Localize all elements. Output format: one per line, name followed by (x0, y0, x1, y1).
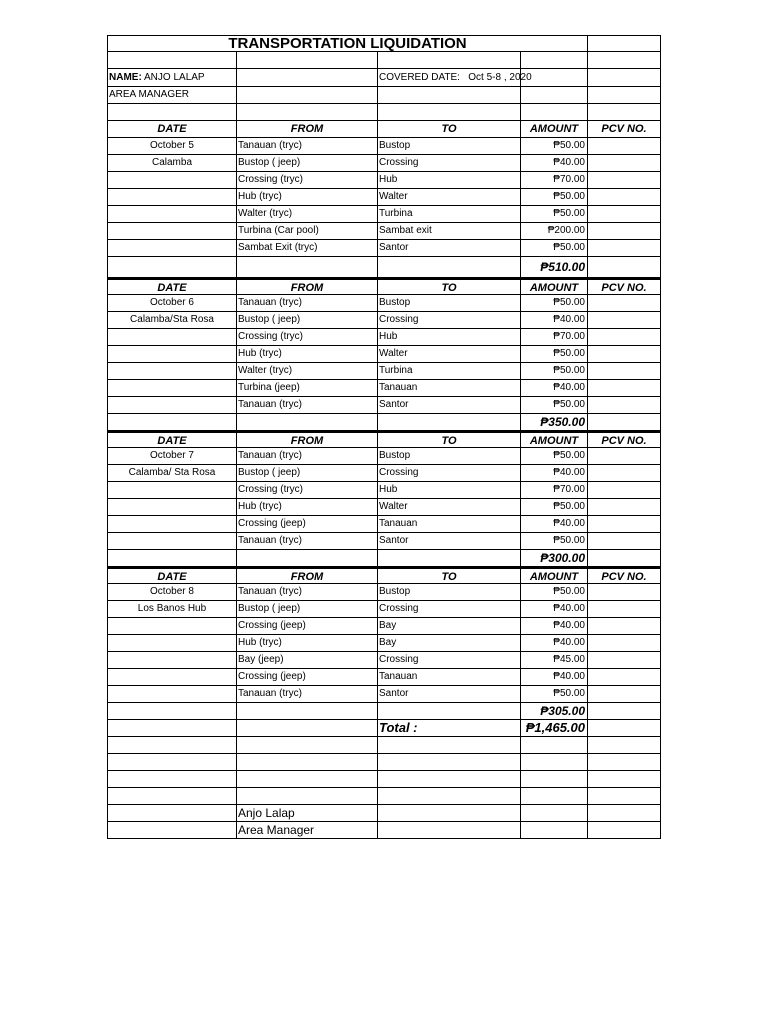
from-cell: Bustop ( jeep) (237, 465, 378, 482)
empty-cell (237, 257, 378, 278)
amount-cell: ₱70.00 (521, 172, 588, 189)
table-row (107, 533, 661, 550)
liquidation-sheet (107, 35, 661, 839)
date-cell: October 7 (107, 448, 237, 465)
from-cell: Tanauan (tryc) (237, 533, 378, 550)
total-amount: ₱1,465.00 (521, 720, 588, 737)
pcv-cell (588, 482, 661, 499)
to-cell: Crossing (378, 601, 521, 618)
date-cell (107, 189, 237, 206)
pcv-cell (588, 155, 661, 172)
to-cell: Tanauan (378, 516, 521, 533)
amount-cell: ₱40.00 (521, 380, 588, 397)
header-from: FROM (237, 567, 378, 584)
covered-date-cell (378, 69, 532, 87)
amount-cell: ₱50.00 (521, 397, 588, 414)
name-label: NAME: (109, 72, 142, 83)
covered-date-label: COVERED DATE: (379, 72, 460, 83)
header-date: DATE (107, 567, 237, 584)
table-row (107, 669, 661, 686)
amount-cell: ₱50.00 (521, 189, 588, 206)
pcv-cell (588, 172, 661, 189)
amount-cell: ₱40.00 (521, 465, 588, 482)
empty-cell (588, 703, 661, 720)
table-row (107, 584, 661, 601)
date-cell (107, 380, 237, 397)
table-row (107, 448, 661, 465)
empty-cell (378, 257, 521, 278)
empty-cell (378, 550, 521, 567)
blank-row (107, 52, 661, 69)
to-cell: Santor (378, 397, 521, 414)
from-cell: Tanauan (tryc) (237, 448, 378, 465)
header-amount: AMOUNT (521, 121, 588, 138)
table-row (107, 189, 661, 206)
table-row (107, 618, 661, 635)
pcv-cell (588, 138, 661, 155)
pcv-cell (588, 499, 661, 516)
pcv-cell (588, 346, 661, 363)
signature-title-row (107, 822, 661, 839)
table-row (107, 138, 661, 155)
blank-row (107, 788, 661, 805)
date-cell: Calamba/ Sta Rosa (107, 465, 237, 482)
to-cell: Turbina (378, 206, 521, 223)
amount-cell: ₱40.00 (521, 601, 588, 618)
from-cell: Hub (tryc) (237, 635, 378, 652)
pcv-cell (588, 240, 661, 257)
empty-cell (588, 257, 661, 278)
to-cell: Sambat exit (378, 223, 521, 240)
header-to: TO (378, 567, 521, 584)
to-cell: Bay (378, 635, 521, 652)
trip-sections (107, 121, 661, 720)
header-pcv: PCV NO. (588, 567, 661, 584)
date-cell (107, 482, 237, 499)
amount-cell: ₱50.00 (521, 240, 588, 257)
amount-cell: ₱200.00 (521, 223, 588, 240)
pcv-cell (588, 380, 661, 397)
blank-row (107, 104, 661, 121)
title-row (107, 35, 661, 52)
date-cell (107, 669, 237, 686)
total-label: Total : (378, 720, 521, 737)
amount-cell: ₱40.00 (521, 618, 588, 635)
empty-cell (107, 703, 237, 720)
column-header-row (107, 121, 661, 138)
amount-cell: ₱50.00 (521, 533, 588, 550)
amount-cell: ₱50.00 (521, 363, 588, 380)
subtotal-row (107, 257, 661, 278)
pcv-cell (588, 516, 661, 533)
date-cell: October 5 (107, 138, 237, 155)
from-cell: Bay (jeep) (237, 652, 378, 669)
pcv-cell (588, 533, 661, 550)
page-title: TRANSPORTATION LIQUIDATION (107, 35, 588, 52)
header-from: FROM (237, 121, 378, 138)
pcv-cell (588, 312, 661, 329)
covered-date-value: Oct 5-8 , 2020 (468, 72, 532, 83)
table-row (107, 240, 661, 257)
from-cell: Crossing (jeep) (237, 618, 378, 635)
date-cell: October 8 (107, 584, 237, 601)
amount-cell: ₱50.00 (521, 499, 588, 516)
pcv-cell (588, 652, 661, 669)
pcv-cell (588, 363, 661, 380)
date-cell (107, 346, 237, 363)
table-row (107, 295, 661, 312)
to-cell: Hub (378, 172, 521, 189)
date-cell (107, 516, 237, 533)
to-cell: Santor (378, 240, 521, 257)
pcv-cell (588, 686, 661, 703)
to-cell: Walter (378, 499, 521, 516)
amount-cell: ₱50.00 (521, 584, 588, 601)
amount-cell: ₱40.00 (521, 155, 588, 172)
table-row (107, 155, 661, 172)
table-row (107, 206, 661, 223)
to-cell: Santor (378, 686, 521, 703)
from-cell: Turbina (Car pool) (237, 223, 378, 240)
header-to: TO (378, 278, 521, 295)
header-to: TO (378, 431, 521, 448)
table-row (107, 346, 661, 363)
pcv-cell (588, 329, 661, 346)
to-cell: Bustop (378, 584, 521, 601)
subtotal-amount: ₱350.00 (521, 414, 588, 431)
date-cell (107, 618, 237, 635)
from-cell: Tanauan (tryc) (237, 397, 378, 414)
empty-cell (107, 414, 237, 431)
pcv-cell (588, 635, 661, 652)
name-cell (107, 69, 237, 87)
from-cell: Hub (tryc) (237, 189, 378, 206)
from-cell: Bustop ( jeep) (237, 155, 378, 172)
pcv-cell (588, 448, 661, 465)
header-date: DATE (107, 121, 237, 138)
header-pcv: PCV NO. (588, 121, 661, 138)
table-row (107, 499, 661, 516)
header-from: FROM (237, 278, 378, 295)
pcv-cell (588, 618, 661, 635)
pcv-cell (588, 601, 661, 618)
to-cell: Turbina (378, 363, 521, 380)
date-cell: Los Banos Hub (107, 601, 237, 618)
date-cell (107, 329, 237, 346)
header-amount: AMOUNT (521, 567, 588, 584)
signature-title: Area Manager (237, 822, 378, 839)
empty-cell (107, 550, 237, 567)
table-row (107, 652, 661, 669)
amount-cell: ₱40.00 (521, 635, 588, 652)
to-cell: Crossing (378, 155, 521, 172)
amount-cell: ₱50.00 (521, 448, 588, 465)
to-cell: Crossing (378, 465, 521, 482)
amount-cell: ₱50.00 (521, 206, 588, 223)
table-row (107, 601, 661, 618)
subtotal-amount: ₱510.00 (521, 257, 588, 278)
amount-cell: ₱50.00 (521, 346, 588, 363)
to-cell: Hub (378, 329, 521, 346)
empty-cell (237, 703, 378, 720)
from-cell: Tanauan (tryc) (237, 686, 378, 703)
from-cell: Hub (tryc) (237, 346, 378, 363)
date-cell (107, 172, 237, 189)
table-row (107, 363, 661, 380)
column-header-row (107, 278, 661, 295)
table-row (107, 380, 661, 397)
subtotal-row (107, 414, 661, 431)
pcv-cell (588, 669, 661, 686)
header-to: TO (378, 121, 521, 138)
header-date: DATE (107, 278, 237, 295)
header-pcv: PCV NO. (588, 431, 661, 448)
table-row (107, 516, 661, 533)
date-cell (107, 686, 237, 703)
amount-cell: ₱50.00 (521, 138, 588, 155)
to-cell: Walter (378, 346, 521, 363)
date-cell (107, 223, 237, 240)
from-cell: Tanauan (tryc) (237, 295, 378, 312)
amount-cell: ₱50.00 (521, 295, 588, 312)
empty-cell (378, 414, 521, 431)
from-cell: Bustop ( jeep) (237, 601, 378, 618)
total-row (107, 720, 661, 737)
table-row (107, 397, 661, 414)
table-row (107, 482, 661, 499)
subtotal-row (107, 550, 661, 567)
empty-cell (588, 414, 661, 431)
date-cell: Calamba (107, 155, 237, 172)
pcv-cell (588, 206, 661, 223)
header-amount: AMOUNT (521, 431, 588, 448)
date-cell: October 6 (107, 295, 237, 312)
date-cell (107, 397, 237, 414)
table-row (107, 172, 661, 189)
date-cell (107, 499, 237, 516)
from-cell: Crossing (tryc) (237, 482, 378, 499)
subtotal-row (107, 703, 661, 720)
from-cell: Sambat Exit (tryc) (237, 240, 378, 257)
to-cell: Bustop (378, 448, 521, 465)
pcv-cell (588, 397, 661, 414)
header-pcv: PCV NO. (588, 278, 661, 295)
header-from: FROM (237, 431, 378, 448)
empty-cell (107, 257, 237, 278)
amount-cell: ₱50.00 (521, 686, 588, 703)
date-cell (107, 363, 237, 380)
amount-cell: ₱40.00 (521, 669, 588, 686)
amount-cell: ₱40.00 (521, 312, 588, 329)
table-row (107, 223, 661, 240)
blank-row (107, 737, 661, 754)
signature-name-row (107, 805, 661, 822)
empty-cell (237, 550, 378, 567)
subtotal-amount: ₱305.00 (521, 703, 588, 720)
column-header-row (107, 567, 661, 584)
from-cell: Turbina (jeep) (237, 380, 378, 397)
empty-cell (588, 550, 661, 567)
signature-name: Anjo Lalap (237, 805, 378, 822)
pcv-cell (588, 295, 661, 312)
amount-cell: ₱70.00 (521, 329, 588, 346)
table-row (107, 686, 661, 703)
to-cell: Crossing (378, 312, 521, 329)
employee-position: AREA MANAGER (107, 87, 237, 104)
pcv-cell (588, 465, 661, 482)
from-cell: Crossing (tryc) (237, 172, 378, 189)
employee-name: ANJO LALAP (144, 72, 205, 83)
to-cell: Bustop (378, 138, 521, 155)
empty-cell (378, 703, 521, 720)
from-cell: Tanauan (tryc) (237, 584, 378, 601)
subtotal-amount: ₱300.00 (521, 550, 588, 567)
blank-row (107, 771, 661, 788)
from-cell: Crossing (tryc) (237, 329, 378, 346)
to-cell: Crossing (378, 652, 521, 669)
table-row (107, 329, 661, 346)
to-cell: Hub (378, 482, 521, 499)
date-cell (107, 240, 237, 257)
pcv-cell (588, 223, 661, 240)
name-row (107, 69, 661, 87)
table-row (107, 312, 661, 329)
from-cell: Tanauan (tryc) (237, 138, 378, 155)
header-date: DATE (107, 431, 237, 448)
to-cell: Santor (378, 533, 521, 550)
table-row (107, 635, 661, 652)
to-cell: Bustop (378, 295, 521, 312)
date-cell (107, 533, 237, 550)
to-cell: Tanauan (378, 669, 521, 686)
header-amount: AMOUNT (521, 278, 588, 295)
date-cell (107, 635, 237, 652)
from-cell: Walter (tryc) (237, 363, 378, 380)
amount-cell: ₱40.00 (521, 516, 588, 533)
amount-cell: ₱45.00 (521, 652, 588, 669)
column-header-row (107, 431, 661, 448)
position-row (107, 87, 661, 104)
from-cell: Bustop ( jeep) (237, 312, 378, 329)
from-cell: Hub (tryc) (237, 499, 378, 516)
date-cell (107, 206, 237, 223)
from-cell: Crossing (jeep) (237, 516, 378, 533)
to-cell: Tanauan (378, 380, 521, 397)
empty-cell (237, 414, 378, 431)
date-cell (107, 652, 237, 669)
from-cell: Crossing (jeep) (237, 669, 378, 686)
pcv-cell (588, 189, 661, 206)
to-cell: Bay (378, 618, 521, 635)
empty-cell (588, 35, 661, 52)
pcv-cell (588, 584, 661, 601)
blank-row (107, 754, 661, 771)
amount-cell: ₱70.00 (521, 482, 588, 499)
from-cell: Walter (tryc) (237, 206, 378, 223)
date-cell: Calamba/Sta Rosa (107, 312, 237, 329)
table-row (107, 465, 661, 482)
to-cell: Walter (378, 189, 521, 206)
